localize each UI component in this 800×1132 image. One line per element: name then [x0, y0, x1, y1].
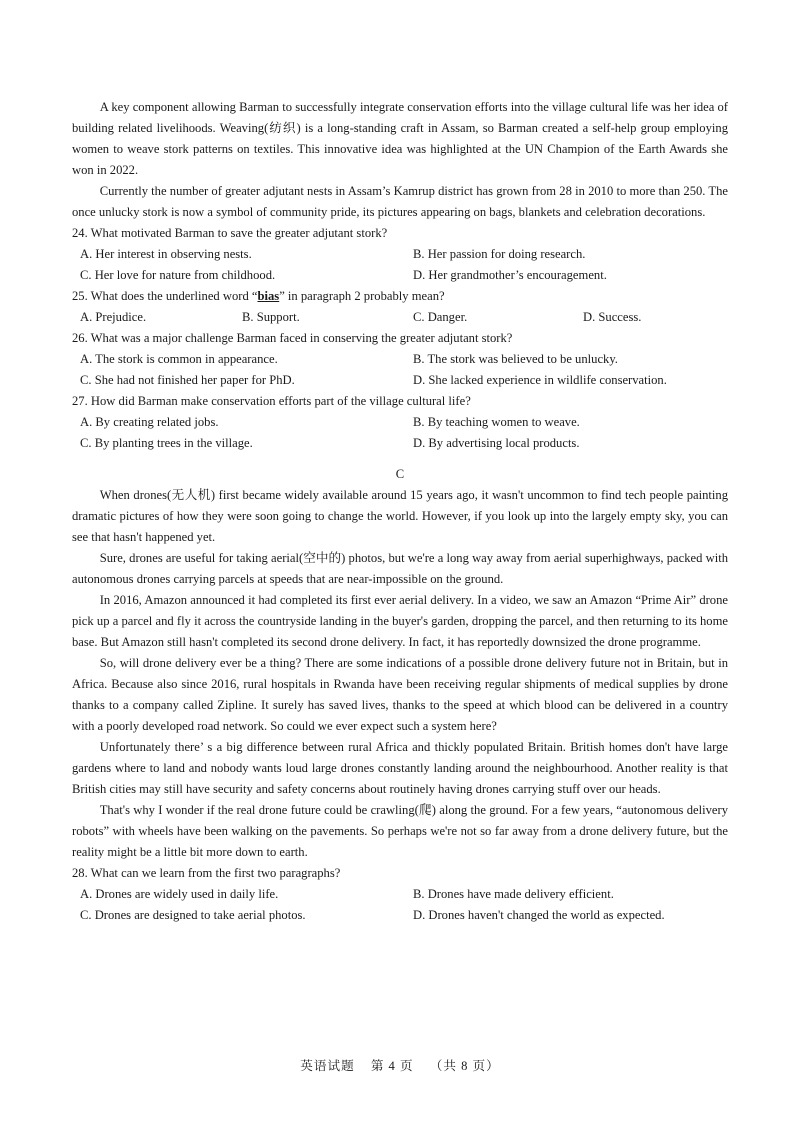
option-b: B. Support.: [242, 310, 300, 324]
option-a: A. By creating related jobs.: [80, 415, 219, 429]
option-b: B. Drones have made delivery efficient.: [413, 887, 614, 901]
passage-b-paragraph: Currently the number of greater adjutant nests in Assam’s Kamrup district has grown from 28 in 2010 to more than 250. The once unlucky stork is now a symbol of community pride, its pictures appearing on bags, blankets and celebration decorations.: [72, 184, 728, 219]
question-24: [72, 223, 728, 286]
passage-c-paragraph: When drones(无人机) first became widely available around 15 years ago, it wasn't uncommon to find tech people painting dramatic pictures of how they were soon going to change the world. However, if you look up into the largely empty sky, you can see that hasn't happened yet.: [72, 488, 728, 544]
question-25: [72, 286, 728, 328]
question-stem: [72, 286, 728, 307]
question-26: [72, 328, 728, 391]
footer-subject: 英语试题: [300, 1059, 355, 1073]
passage-c-paragraph: Sure, drones are useful for taking aerial(空中的) photos, but we're a long way away from aerial superhighways, packed with autonomous drones carrying parcels at speeds that are near-impossible on the ground.: [72, 551, 728, 586]
option-d: D. Success.: [583, 310, 642, 324]
passage-c-paragraph: That's why I wonder if the real drone future could be crawling(爬) along the ground. For a few years, “autonomous delivery robots” with wheels have been walking on the pavements. So perhaps we're not so far away from a drone delivery future, but the reality might be a little bit more down to earth.: [72, 803, 728, 859]
option-c: C. By planting trees in the village.: [80, 436, 253, 450]
option-c: C. Drones are designed to take aerial photos.: [80, 908, 306, 922]
option-d: D. Drones haven't changed the world as expected.: [413, 908, 665, 922]
section-c-heading: C: [395, 467, 405, 481]
option-d: D. She lacked experience in wildlife conservation.: [413, 373, 667, 387]
question-27: [72, 391, 728, 454]
option-a: A. Prejudice.: [80, 310, 147, 324]
option-c: C. She had not finished her paper for PhD.: [80, 373, 295, 387]
option-c: C. Danger.: [413, 310, 468, 324]
question-stem: 27. How did Barman make conservation efforts part of the village cultural life?: [72, 394, 471, 408]
stem-after: ” in paragraph 2 probably mean?: [279, 289, 445, 303]
option-b: B. Her passion for doing research.: [413, 247, 586, 261]
question-stem: 28. What can we learn from the first two paragraphs?: [72, 866, 341, 880]
exam-page: [72, 97, 728, 926]
passage-c-paragraph: Unfortunately there’ s a big difference between rural Africa and thickly populated Britain. British homes don't have large gardens where to land and nobody wants loud large drones constantly landing around the neighbourhood. Another reality is that British cities may still have security and safety concerns about routinely having drones carrying stuff over our heads.: [72, 740, 728, 796]
question-stem: 24. What motivated Barman to save the greater adjutant stork?: [72, 226, 388, 240]
passage-c-paragraph: In 2016, Amazon announced it had completed its first ever aerial delivery. In a video, we saw an Amazon “Prime Air” drone pick up a parcel and fly it across the countryside landing in the buyer's garden, dropping the parcel, and then returning to its home base. But Amazon still hasn't completed its second drone delivery. In fact, it has reportedly downsized the drone programme.: [72, 593, 728, 649]
stem-before: 25. What does the underlined word “: [72, 289, 258, 303]
footer-total-pages: （共 8 页）: [429, 1059, 500, 1073]
passage-c-paragraph: So, will drone delivery ever be a thing? There are some indications of a possible drone delivery future not in Britain, but in Africa. Because also since 2016, rural hospitals in Rwanda have been receiving regular shipments of medical supplies by drone thanks to a company called Zipline. It surely has saved lives, thanks to the speed at which blood can be delivered in a country with a poorly developed road network. So could we ever expect such a system here?: [72, 656, 728, 733]
underlined-word: bias: [257, 289, 280, 303]
option-a: A. Her interest in observing nests.: [80, 247, 252, 261]
option-d: D. By advertising local products.: [413, 436, 580, 450]
passage-b-paragraph: A key component allowing Barman to successfully integrate conservation efforts into the village cultural life was her idea of building related livelihoods. Weaving(纺织) is a long-standing craft in Assam, so Barman created a self-help group employing women to weave stork patterns on textiles. This innovative idea was highlighted at the UN Champion of the Earth Awards she won in 2022.: [72, 100, 728, 177]
option-d: D. Her grandmother’s encouragement.: [413, 268, 607, 282]
question-stem: 26. What was a major challenge Barman faced in conserving the greater adjutant stork?: [72, 331, 513, 345]
page-footer: [0, 1056, 800, 1077]
option-b: B. By teaching women to weave.: [413, 415, 580, 429]
option-c: C. Her love for nature from childhood.: [80, 268, 276, 282]
question-28: [72, 863, 728, 926]
option-b: B. The stork was believed to be unlucky.: [413, 352, 618, 366]
option-a: A. The stork is common in appearance.: [80, 352, 278, 366]
option-a: A. Drones are widely used in daily life.: [80, 887, 279, 901]
footer-page-number: 第 4 页: [370, 1059, 414, 1073]
